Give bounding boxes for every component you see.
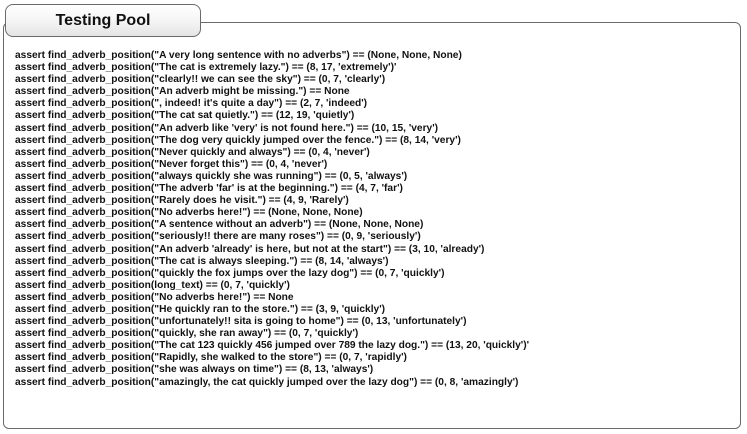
- assert-line: assert find_adverb_position("The cat 123 quickly 456 jumped over 789 the lazy dog.") == (13, 20, 'quickly')': [15, 340, 530, 352]
- assert-line: assert find_adverb_position("Rarely does he visit.") == (4, 9, 'Rarely'): [15, 195, 349, 207]
- assert-line: assert find_adverb_position("The cat sat quietly.") == (12, 19, 'quietly'): [15, 110, 355, 122]
- assert-line: assert find_adverb_position("amazingly, the cat quickly jumped over the lazy dog") == (0, 8, 'amazingly'): [15, 376, 519, 388]
- assert-line: assert find_adverb_position(long_text) == (0, 7, 'quickly'): [15, 279, 290, 291]
- assert-line: assert find_adverb_position("An adverb might be missing.") == None: [15, 86, 350, 98]
- assert-list: [15, 50, 529, 389]
- assert-line: assert find_adverb_position("clearly!! we can see the sky") == (0, 7, 'clearly'): [15, 74, 386, 86]
- assert-line: assert find_adverb_position("Never forget this") == (0, 4, 'never'): [15, 158, 328, 170]
- assert-line: assert find_adverb_position("quickly the fox jumps over the lazy dog") == (0, 7, 'quickly'): [15, 267, 445, 279]
- assert-line: assert find_adverb_position("An adverb like 'very' is not found here.") == (10, 15, 'very'): [15, 122, 439, 134]
- assert-line: assert find_adverb_position("A very long sentence with no adverbs") == (None, None, None): [15, 50, 462, 61]
- assert-line: assert find_adverb_position("always quickly she was running") == (0, 5, 'always'): [15, 170, 408, 182]
- assert-line: assert find_adverb_position(", indeed! it's quite a day") == (2, 7, 'indeed'): [15, 98, 368, 110]
- assert-line: assert find_adverb_position("Rapidly, she walked to the store") == (0, 7, 'rapidly'): [15, 352, 407, 364]
- assert-line: assert find_adverb_position("The dog very quickly jumped over the fence.") == (8, 14, 'very'): [15, 134, 461, 146]
- assert-line: assert find_adverb_position("The cat is always sleeping.") == (8, 14, 'always'): [15, 255, 389, 267]
- assert-line: assert find_adverb_position("He quickly ran to the store.") == (3, 9, 'quickly'): [15, 303, 386, 315]
- assert-line: assert find_adverb_position("The cat is extremely lazy.") == (8, 17, 'extremely')': [15, 62, 397, 74]
- assert-line: assert find_adverb_position("unfortunately!! sita is going to home") == (0, 13, 'unfortunately'): [15, 316, 467, 328]
- panel-title: Testing Pool: [55, 11, 151, 29]
- assert-line: assert find_adverb_position("Never quickly and always") == (0, 4, 'never'): [15, 146, 370, 158]
- assert-line: assert find_adverb_position("The adverb 'far' is at the beginning.") == (4, 7, 'far'): [15, 183, 403, 195]
- assert-line: assert find_adverb_position("quickly, she ran away") == (0, 7, 'quickly'): [15, 328, 359, 340]
- assert-line: assert find_adverb_position("An adverb 'already' is here, but not at the start") == (3, 10, 'already'): [15, 243, 485, 255]
- assert-line: assert find_adverb_position("No adverbs here!") == (None, None, None): [15, 207, 363, 219]
- assert-line: assert find_adverb_position("A sentence without an adverb") == (None, None, None): [15, 219, 424, 231]
- testing-pool-title-tab: [5, 4, 201, 37]
- assert-line: assert find_adverb_position("No adverbs here!") == None: [15, 291, 294, 303]
- assert-line: assert find_adverb_position("seriously!! there are many roses") == (0, 9, 'seriously'): [15, 231, 421, 243]
- assert-line: assert find_adverb_position("she was always on time") == (8, 13, 'always'): [15, 364, 374, 376]
